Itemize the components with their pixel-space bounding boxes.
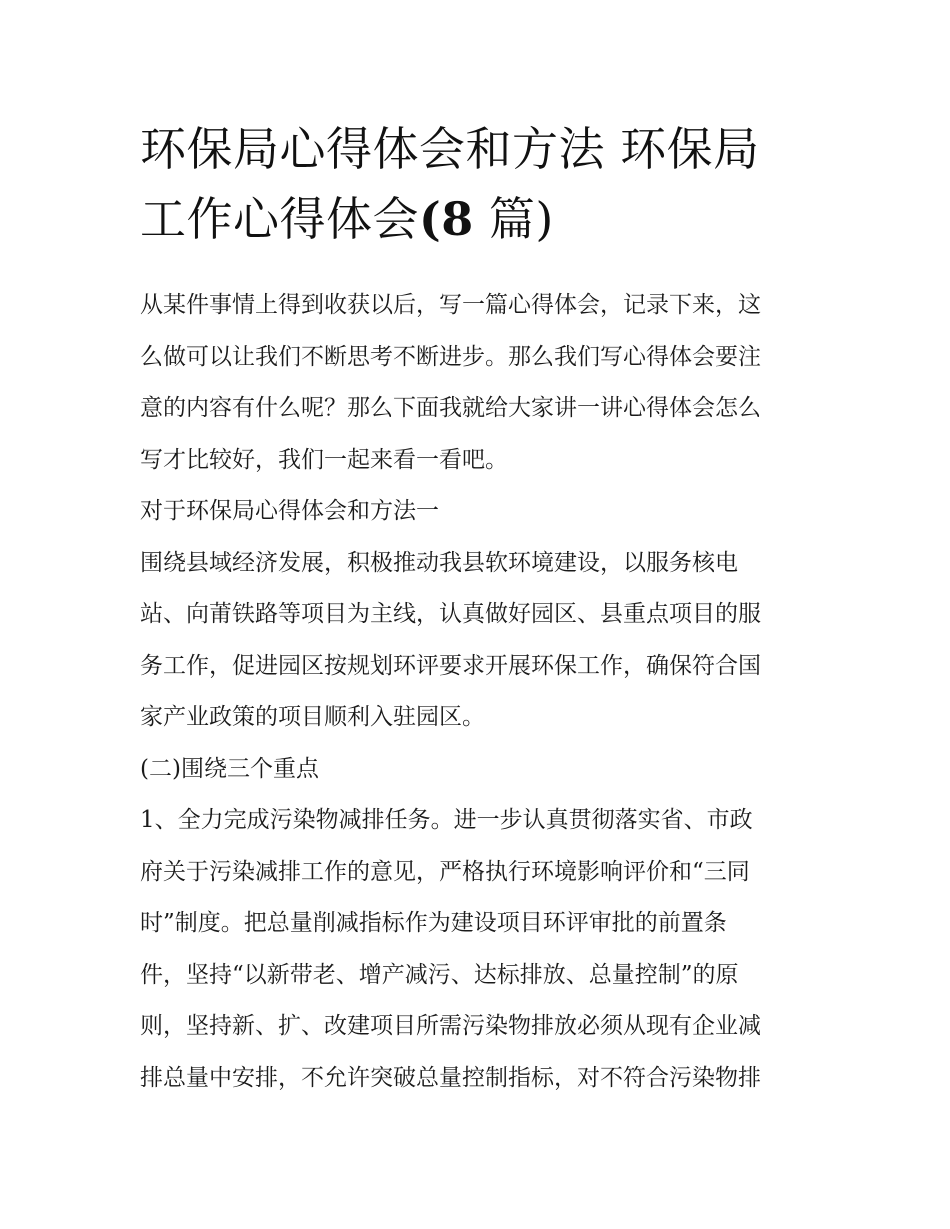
- body-line: 写才比较好，我们一起来看一看吧。: [140, 446, 508, 473]
- body-line: 家产业政策的项目顺利入驻园区。: [140, 704, 485, 730]
- body-line: 府关于污染减排工作的意见，严格执行环境影响评价和“三同: [140, 858, 750, 885]
- section-heading: (二)围绕三个重点: [140, 755, 319, 782]
- title-line-1: 环保局心得体会和方法 环保局: [140, 122, 760, 176]
- body-line: 么做可以让我们不断思考不断进步。那么我们写心得体会要注: [140, 343, 761, 370]
- body-line: 站、向莆铁路等项目为主线，认真做好园区、县重点项目的服: [140, 601, 761, 627]
- body-line: 则，坚持新、扩、改建项目所需污染物排放必须从现有企业减: [140, 1013, 761, 1039]
- document-body: [140, 280, 830, 1104]
- body-line: 从某件事情上得到收获以后，写一篇心得体会，记录下来，这: [140, 292, 761, 318]
- title-line-2: [140, 184, 820, 254]
- title-line-2-suffix: 篇): [473, 192, 554, 246]
- page-title: [140, 114, 820, 254]
- body-line: 排总量中安排，不允许突破总量控制指标，对不符合污染物排: [140, 1064, 761, 1091]
- body-line: 件，坚持“以新带老、增产减污、达标排放、总量控制”的原: [140, 961, 739, 988]
- body-line: 时”制度。把总量削减指标作为建设项目环评审批的前置条: [140, 910, 727, 936]
- title-line-2-number: (8: [419, 192, 474, 246]
- body-line: 围绕县域经济发展，积极推动我县软环境建设，以服务核电: [140, 549, 738, 576]
- body-line: 1、全力完成污染物减排任务。进一步认真贯彻落实省、市政: [140, 807, 753, 833]
- title-line-2-prefix: 工作心得体会: [140, 192, 419, 246]
- section-heading: 对于环保局心得体会和方法一: [140, 498, 439, 524]
- body-line: 务工作，促进园区按规划环评要求开展环保工作，确保符合国: [140, 652, 761, 679]
- body-line: 意的内容有什么呢？那么下面我就给大家讲一讲心得体会怎么: [140, 395, 761, 421]
